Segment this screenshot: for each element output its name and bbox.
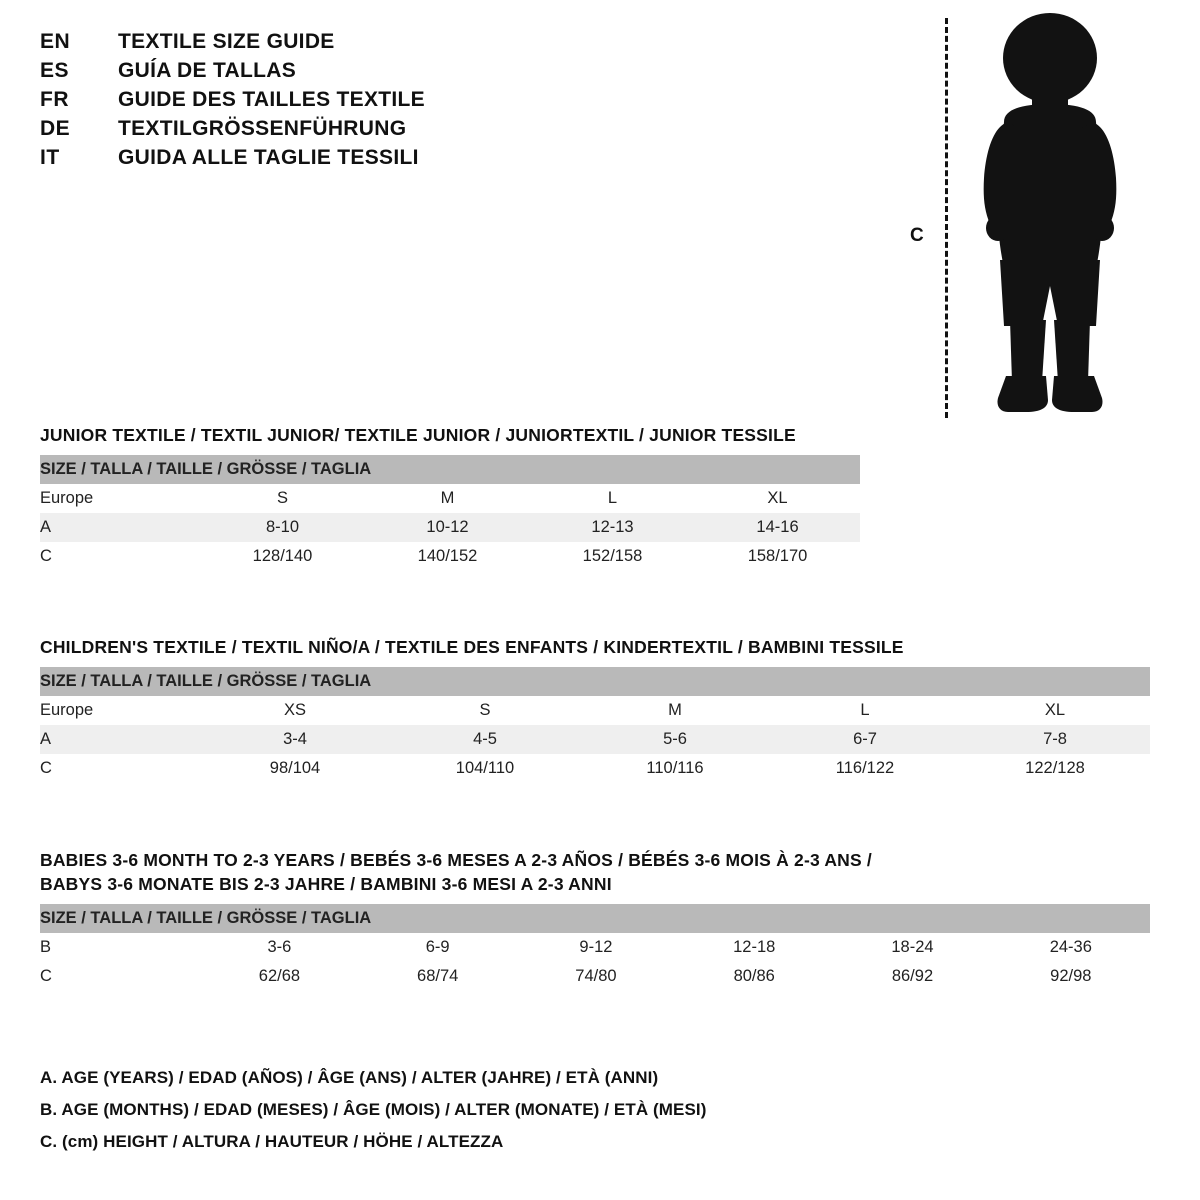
section-junior bbox=[40, 425, 1160, 571]
cell-value: 62/68 bbox=[200, 962, 358, 991]
cell-value: 12-18 bbox=[675, 933, 833, 962]
table-row bbox=[40, 725, 1150, 754]
table-header-row bbox=[40, 904, 1150, 933]
size-table-babies bbox=[40, 904, 1150, 991]
cell-value: 110/116 bbox=[580, 754, 770, 783]
cell-value: 122/128 bbox=[960, 754, 1150, 783]
table-row bbox=[40, 962, 1150, 991]
language-title: TEXTILE SIZE GUIDE bbox=[118, 30, 335, 53]
cell-value: M bbox=[580, 696, 770, 725]
cell-value: 3-6 bbox=[200, 933, 358, 962]
cell-value: L bbox=[530, 484, 695, 513]
language-title: TEXTILGRÖSSENFÜHRUNG bbox=[118, 117, 407, 140]
cell-value: 152/158 bbox=[530, 542, 695, 571]
legend-line-c: C. (cm) HEIGHT / ALTURA / HAUTEUR / HÖHE / ALTEZZA bbox=[40, 1132, 504, 1151]
cell-value: 5-6 bbox=[580, 725, 770, 754]
cell-value: 86/92 bbox=[833, 962, 991, 991]
language-row bbox=[40, 117, 600, 146]
cell-value: S bbox=[200, 484, 365, 513]
row-label: C bbox=[40, 754, 200, 783]
language-title: GUIDE DES TAILLES TEXTILE bbox=[118, 88, 425, 111]
table-row bbox=[40, 484, 860, 513]
section-title: JUNIOR TEXTILE / TEXTIL JUNIOR/ TEXTILE JUNIOR / JUNIORTEXTIL / JUNIOR TESSILE bbox=[40, 425, 796, 445]
language-row bbox=[40, 146, 600, 175]
section-title bbox=[40, 850, 1160, 895]
language-row bbox=[40, 59, 600, 88]
child-silhouette-icon bbox=[950, 10, 1150, 420]
legend-line-b: B. AGE (MONTHS) / EDAD (MESES) / ÂGE (MOIS) / ALTER (MONATE) / ETÀ (MESI) bbox=[40, 1100, 707, 1119]
section-title: CHILDREN'S TEXTILE / TEXTIL NIÑO/A / TEXTILE DES ENFANTS / KINDERTEXTIL / BAMBINI TESSILE bbox=[40, 637, 904, 657]
section-children bbox=[40, 637, 1160, 783]
cell-value: 3-4 bbox=[200, 725, 390, 754]
cell-value: 92/98 bbox=[992, 962, 1150, 991]
language-code: ES bbox=[40, 59, 70, 82]
legend bbox=[40, 1068, 1040, 1164]
table-header-label: SIZE / TALLA / TAILLE / GRÖSSE / TAGLIA bbox=[40, 667, 1150, 696]
height-dashed-line bbox=[945, 18, 948, 418]
size-table-junior bbox=[40, 455, 860, 571]
cell-value: 74/80 bbox=[517, 962, 675, 991]
section-title-line2: BABYS 3-6 MONATE BIS 2-3 JAHRE / BAMBINI 3-6 MESI A 2-3 ANNI bbox=[40, 874, 612, 894]
row-label: A bbox=[40, 513, 200, 542]
cell-value: 10-12 bbox=[365, 513, 530, 542]
cell-value: XS bbox=[200, 696, 390, 725]
row-label: Europe bbox=[40, 484, 200, 513]
cell-value: S bbox=[390, 696, 580, 725]
language-row bbox=[40, 30, 600, 59]
section-babies bbox=[40, 850, 1160, 991]
legend-line-a: A. AGE (YEARS) / EDAD (AÑOS) / ÂGE (ANS) / ALTER (JAHRE) / ETÀ (ANNI) bbox=[40, 1068, 659, 1087]
cell-value: 24-36 bbox=[992, 933, 1150, 962]
cell-value: 4-5 bbox=[390, 725, 580, 754]
language-title-list bbox=[40, 30, 600, 175]
cell-value: 7-8 bbox=[960, 725, 1150, 754]
cell-value: 80/86 bbox=[675, 962, 833, 991]
section-title-line1: BABIES 3-6 MONTH TO 2-3 YEARS / BEBÉS 3-6 MESES A 2-3 AÑOS / BÉBÉS 3-6 MOIS À 2-3 ANS / bbox=[40, 850, 872, 870]
height-measure-label: C bbox=[910, 225, 924, 246]
cell-value: 12-13 bbox=[530, 513, 695, 542]
table-row bbox=[40, 754, 1150, 783]
cell-value: 68/74 bbox=[359, 962, 517, 991]
row-label: C bbox=[40, 542, 200, 571]
cell-value: 6-7 bbox=[770, 725, 960, 754]
table-header-row bbox=[40, 455, 860, 484]
table-row bbox=[40, 933, 1150, 962]
language-row bbox=[40, 88, 600, 117]
language-code: FR bbox=[40, 88, 69, 111]
table-row bbox=[40, 696, 1150, 725]
cell-value: 18-24 bbox=[833, 933, 991, 962]
row-label: A bbox=[40, 725, 200, 754]
cell-value: 9-12 bbox=[517, 933, 675, 962]
table-header-label: SIZE / TALLA / TAILLE / GRÖSSE / TAGLIA bbox=[40, 455, 860, 484]
language-title: GUÍA DE TALLAS bbox=[118, 59, 297, 82]
cell-value: 8-10 bbox=[200, 513, 365, 542]
cell-value: L bbox=[770, 696, 960, 725]
cell-value: 116/122 bbox=[770, 754, 960, 783]
language-title: GUIDA ALLE TAGLIE TESSILI bbox=[118, 146, 419, 169]
row-label: B bbox=[40, 933, 200, 962]
cell-value: 140/152 bbox=[365, 542, 530, 571]
cell-value: M bbox=[365, 484, 530, 513]
row-label: Europe bbox=[40, 696, 200, 725]
row-label: C bbox=[40, 962, 200, 991]
cell-value: 128/140 bbox=[200, 542, 365, 571]
cell-value: XL bbox=[960, 696, 1150, 725]
language-code: IT bbox=[40, 146, 60, 169]
language-code: DE bbox=[40, 117, 71, 140]
cell-value: 98/104 bbox=[200, 754, 390, 783]
language-code: EN bbox=[40, 30, 71, 53]
cell-value: 158/170 bbox=[695, 542, 860, 571]
cell-value: 14-16 bbox=[695, 513, 860, 542]
cell-value: XL bbox=[695, 484, 860, 513]
table-header-label: SIZE / TALLA / TAILLE / GRÖSSE / TAGLIA bbox=[40, 904, 1150, 933]
cell-value: 104/110 bbox=[390, 754, 580, 783]
child-figure bbox=[900, 10, 1160, 420]
table-header-row bbox=[40, 667, 1150, 696]
table-row bbox=[40, 542, 860, 571]
cell-value: 6-9 bbox=[359, 933, 517, 962]
size-table-children bbox=[40, 667, 1150, 783]
table-row bbox=[40, 513, 860, 542]
